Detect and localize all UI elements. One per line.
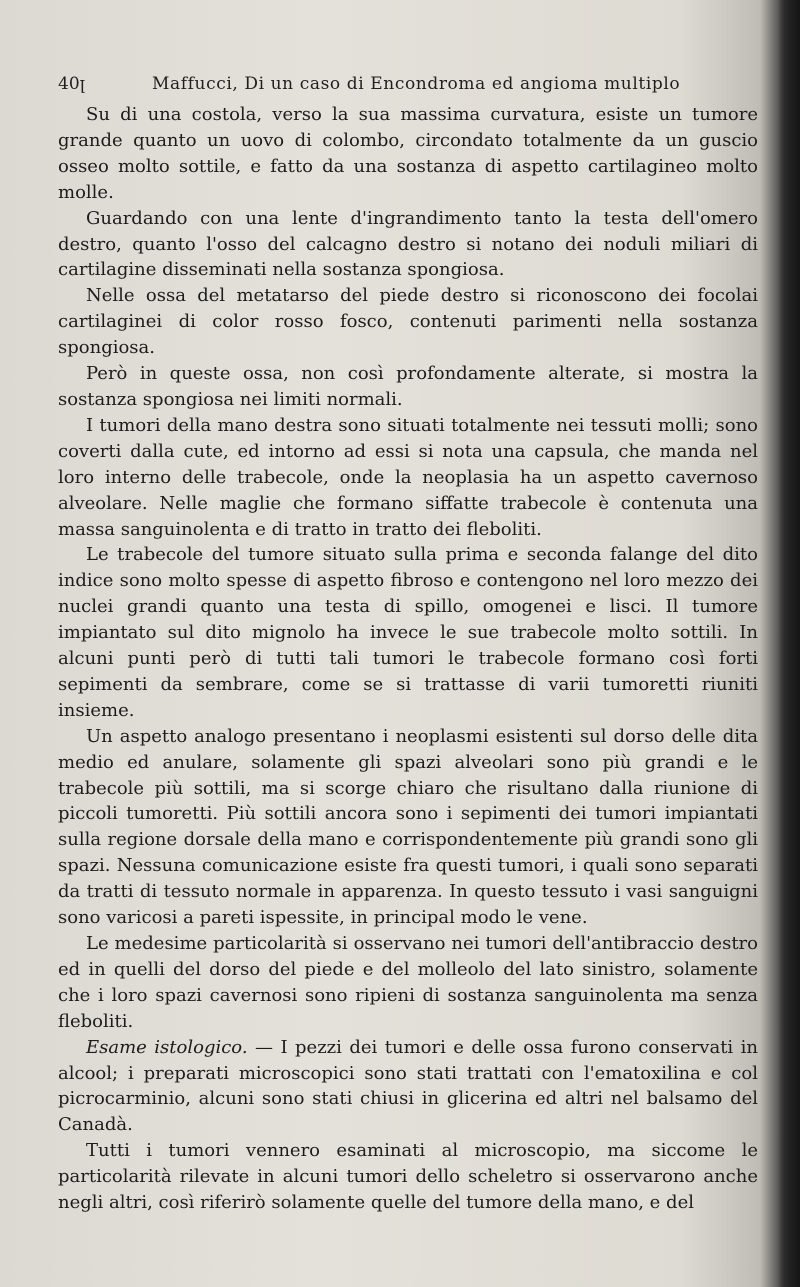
paragraph: Su di una costola, verso la sua massima curvatura, esiste un tumore grande quanto un uovo di colombo, circondato totalmente da un guscio osseo molto sottile, e fatto da una sostanza di aspetto cartilagineo molto molle. xyxy=(58,104,758,203)
paragraph: Un aspetto analogo presentano i neoplasmi esistenti sul dorso delle dita medio ed anulare, solamente gli spazi alveolari sono più grandi e le trabecole più sottili, ma si scorge chiaro che risultano dalla riunione di piccoli tumoretti. Più sottili ancora sono i sepimenti dei tumori impiantati sulla regione dorsale della mano e corrispondentemente più grandi sono gli spazi. Nessuna comunicazione esiste fra questi tumori, i quali sono separati da tratti di tessuto normale in apparenza. In questo tessuto i vasi sanguigni sono varicosi a pareti ispessite, in principal modo le vene. xyxy=(58,725,758,929)
page-edge-shadow xyxy=(778,0,800,1287)
paragraph: Le trabecole del tumore situato sulla prima e seconda falange del dito indice sono molto spesse di aspetto fibroso e contengono nel loro mezzo dei nuclei grandi quanto una testa di spillo, omogenei e lisci. Il tumore impiantato sul dito mignolo ha invece le sue trabecole molto sottili. In alcuni punti però di tutti tali tumori le trabecole formano così forti sepimenti da sembrare, come se si trattasse di varii tumoretti riuniti insieme. xyxy=(58,544,758,721)
paragraph-body: — I pezzi dei tumori e delle ossa furono conservati in alcool; i preparati microscopici sono stati trattati con l'ematoxilina e col picrocarminio, alcuni sono stati chiusi in glicerina ed altri nel balsamo del Canadà. xyxy=(58,1036,758,1136)
section-lead: Esame istologico. xyxy=(86,1036,248,1058)
paragraph: Guardando con una lente d'ingrandimento tanto la testa dell'omero destro, quanto l'osso del calcagno destro si notano dei noduli miliari di cartilagine disseminati nella sostanza spongiosa. xyxy=(58,207,758,281)
running-head: Maffucci, Di un caso di Encondroma ed angioma multiplo xyxy=(152,74,681,94)
paragraph: Tutti i tumori vennero esaminati al microscopio, ma siccome le particolarità rilevate in alcuni tumori dello scheletro si osservarono anche negli altri, così riferirò solamente quelle del tumore della mano, e del xyxy=(58,1140,758,1214)
paragraph: Però in queste ossa, non così profondamente alterate, si mostra la sostanza spongiosa nei limiti normali. xyxy=(58,363,758,410)
paragraph: I tumori della mano destra sono situati totalmente nei tessuti molli; sono coverti dalla cute, ed intorno ad essi si nota una capsula, che manda nel loro interno delle trabecole, onde la neoplasia ha un aspetto cavernoso alveolare. Nelle maglie che formano siffatte trabecole è contenuta una massa sanguinolenta e di tratto in tratto dei fleboliti. xyxy=(58,414,758,540)
page-number: 40ꞁ xyxy=(58,74,86,94)
paragraph: Nelle ossa del metatarso del piede destro si riconoscono dei focolai cartilaginei di color rosso fosco, contenuti parimenti nella sostanza spongiosa. xyxy=(58,285,758,359)
body-text xyxy=(58,102,758,1216)
page-header xyxy=(58,74,758,98)
paragraph: Le medesime particolarità si osservano nei tumori dell'antibraccio destro ed in quelli del dorso del piede e del molleolo del lato sinistro, solamente che i loro spazi cavernosi sono ripieni di sostanza sanguinolenta ma senza fleboliti. xyxy=(58,933,758,1032)
paragraph-histology xyxy=(58,1035,758,1139)
